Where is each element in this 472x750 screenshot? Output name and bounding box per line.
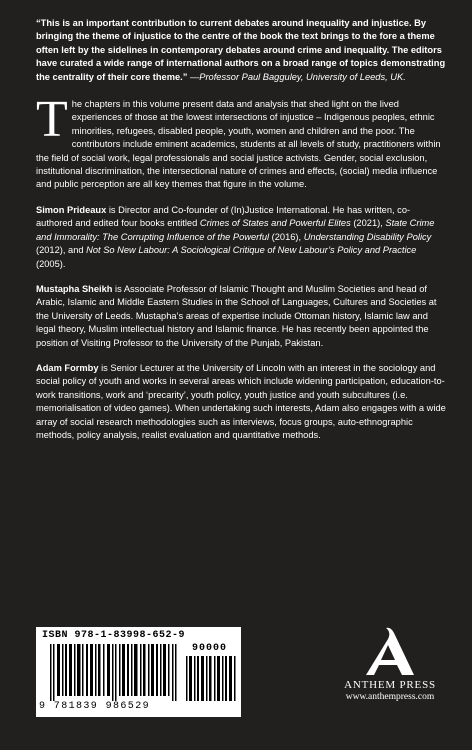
- drop-cap: T: [36, 91, 68, 149]
- bio-simon-prideaux: [36, 204, 446, 271]
- bio-adam-formby: [36, 362, 446, 442]
- barcode-addon-bars: [186, 656, 236, 701]
- anthem-a-logo-icon: [364, 625, 416, 677]
- bio-text: (2016),: [269, 231, 304, 242]
- bio-text: (2021),: [350, 218, 386, 229]
- book-description: [36, 91, 446, 192]
- endorsement-quote: [36, 17, 446, 84]
- bio-text: (2012), and: [36, 245, 87, 256]
- bio-name: Simon Prideaux: [36, 204, 107, 215]
- book-title: State Crime and Immorality: The Corrupting Influence of the Powerful: [36, 218, 435, 242]
- bio-name: Mustapha Sheikh: [36, 283, 113, 294]
- quote-text: “This is an important contribution to current debates around inequality and injustice. By bringing the theme of injustice to the centre of the book the text brings to the fore a theme often left by the sidelines in contemporary debates around crime and inequality. The editors have curated a wide range of international authors on a broad range of topics demonstrating the centrality of their core theme.”: [36, 18, 446, 82]
- quote-attribution: —Professor Paul Bagguley, University of Leeds, UK.: [187, 71, 406, 82]
- publisher-block: [330, 625, 450, 702]
- bio-text: (2005).: [36, 258, 66, 269]
- publisher-name: ANTHEM PRESS: [344, 679, 436, 691]
- publisher-url: www.anthempress.com: [345, 692, 435, 702]
- isbn-barcode: [36, 627, 241, 717]
- bio-text: is Associate Professor of Islamic Thought and Muslim Societies and head of Arabic, Islamic and Middle Eastern Studies in the School of Languages, Cultures and Societies at the University of Leeds. Mustapha’s areas of expertise include Ottoman history, Islamic law and legal theory, Muslim intellectual history and Islamic finance. He has recently been appointed the position of Visiting Professor to the University of the Punjab, Pakistan.: [36, 283, 437, 348]
- barcode-digits: 9 781839 986529: [39, 701, 151, 712]
- book-title: Not So New Labour: A Sociological Critique of New Labour’s Policy and Practice: [86, 245, 417, 256]
- barcode-bars: [50, 644, 180, 701]
- isbn-label: ISBN 978-1-83998-652-9: [42, 630, 186, 641]
- bio-text: is Director and Co-founder of (In)Justice International. He has written, co-authored and edited four books entitled: [36, 204, 411, 229]
- book-title: Crimes of States and Powerful Elites: [199, 218, 351, 229]
- back-cover-content: [36, 17, 446, 442]
- bio-name: Adam Formby: [36, 362, 99, 373]
- bio-text: is Senior Lecturer at the University of Lincoln with an interest in the sociology and social policy of youth and works in several areas which include widening participation, education-to-work transitions, work and ‘precarity’, youth policy, youth justice and youth subcultures (i.e. memorialisation of video games). When undertaking such interests, Adam also engages with a wide array of social research methodologies such as interviews, focus groups, auto-ethnographic methods, policy analysis, realist evaluation and quantitative methods.: [36, 362, 446, 440]
- bio-mustapha-sheikh: [36, 283, 446, 350]
- price-addon-number: 90000: [192, 643, 228, 654]
- book-title: Understanding Disability Policy: [303, 231, 432, 242]
- description-text: he chapters in this volume present data and analysis that shed light on the lived experiences of those at the lowest intersections of injustice – Indigenous peoples, ethnic minorities, refugees, disabled people, youth, women and children and the poor. The contributors include eminent academics, students at all levels of study, practitioners within the field of social work, legal professionals and social justice activists. Gender, social exclusion, institutional discrimination, the intersectional nature of crimes and effects, (social) media influence and public perception are all key themes that figure in the volume.: [36, 99, 441, 190]
